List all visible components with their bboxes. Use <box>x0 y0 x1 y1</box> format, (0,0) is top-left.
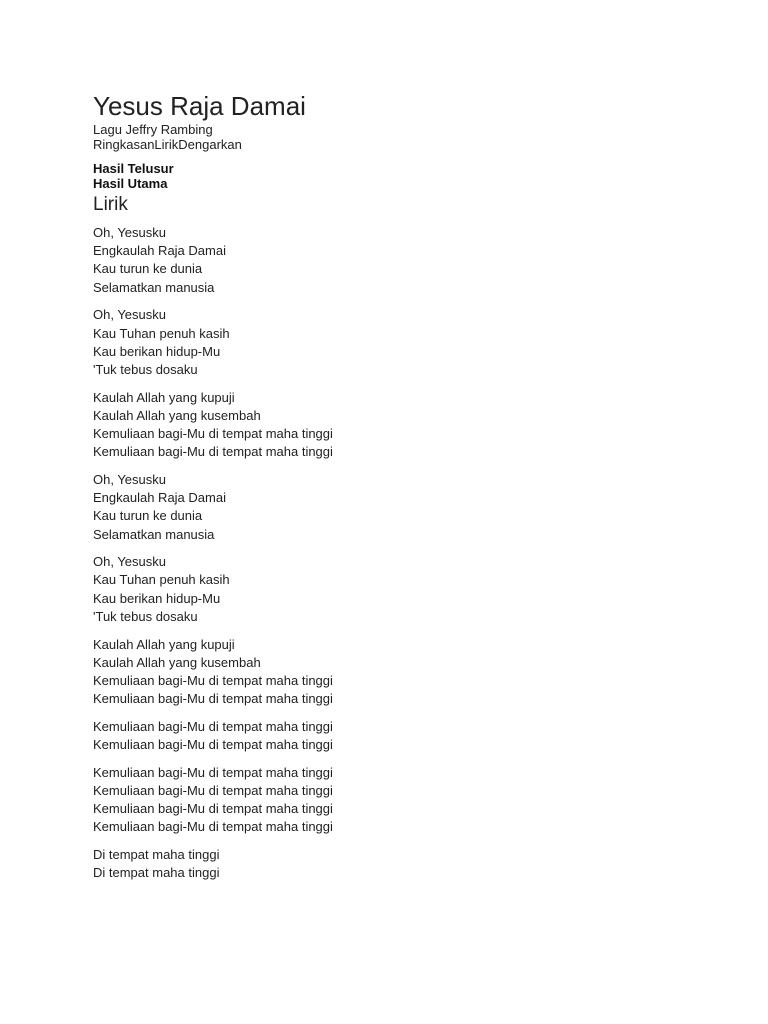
lyric-line: Kaulah Allah yang kusembah <box>93 654 261 670</box>
artist-line: Lagu Jeffry Rambing <box>93 122 213 137</box>
lyric-line: Oh, Yesusku <box>93 554 166 570</box>
lyric-line: Kemuliaan bagi-Mu di tempat maha tinggi <box>93 737 333 753</box>
lyric-line: 'Tuk tebus dosaku <box>93 361 198 377</box>
lyric-stanza <box>93 306 733 379</box>
lyric-line: Kemuliaan bagi-Mu di tempat maha tinggi <box>93 782 333 798</box>
lyric-stanza <box>93 846 733 882</box>
top-result-label: Hasil Utama <box>93 176 168 191</box>
search-results-label: Hasil Telusur <box>93 161 174 176</box>
lyric-stanza <box>93 471 733 544</box>
lyric-stanza <box>93 224 733 297</box>
lyric-line: Engkaulah Raja Damai <box>93 243 226 259</box>
lyric-line: Kemuliaan bagi-Mu di tempat maha tinggi <box>93 672 333 688</box>
lyric-line: Selamatkan manusia <box>93 279 215 295</box>
lyric-line: Oh, Yesusku <box>93 471 166 487</box>
lyric-line: Selamatkan manusia <box>93 526 215 542</box>
lyric-line: Kemuliaan bagi-Mu di tempat maha tinggi <box>93 819 333 835</box>
lyric-line: Kemuliaan bagi-Mu di tempat maha tinggi <box>93 718 333 734</box>
lyric-line: Kau Tuhan penuh kasih <box>93 325 230 341</box>
lyric-line: Kau berikan hidup-Mu <box>93 343 221 359</box>
lyric-stanza <box>93 764 733 837</box>
lyric-stanza <box>93 553 733 626</box>
lyric-line: Kemuliaan bagi-Mu di tempat maha tinggi <box>93 764 333 780</box>
lyric-line: Oh, Yesusku <box>93 307 166 323</box>
nav-line: RingkasanLirikDengarkan <box>93 137 242 152</box>
lyric-line: Kaulah Allah yang kusembah <box>93 407 261 423</box>
lyric-line: Di tempat maha tinggi <box>93 847 220 863</box>
lyric-line: Kaulah Allah yang kupuji <box>93 389 235 405</box>
lyric-line: Kemuliaan bagi-Mu di tempat maha tinggi <box>93 691 333 707</box>
lyric-line: Di tempat maha tinggi <box>93 865 220 881</box>
lyric-line: Kau berikan hidup-Mu <box>93 590 221 606</box>
lyric-line: Engkaulah Raja Damai <box>93 490 226 506</box>
lyric-stanza <box>93 636 733 709</box>
search-result-labels <box>93 161 733 191</box>
lyrics-heading: Lirik <box>93 194 128 215</box>
lyric-stanza <box>93 718 733 754</box>
lyric-line: Kemuliaan bagi-Mu di tempat maha tinggi <box>93 426 333 442</box>
lyric-line: Kemuliaan bagi-Mu di tempat maha tinggi <box>93 801 333 817</box>
lyric-line: 'Tuk tebus dosaku <box>93 608 198 624</box>
page-title: Yesus Raja Damai <box>93 91 306 121</box>
lyrics-body <box>93 224 733 883</box>
lyric-line: Kaulah Allah yang kupuji <box>93 636 235 652</box>
lyric-stanza <box>93 389 733 462</box>
lyric-line: Kau turun ke dunia <box>93 508 203 524</box>
lyric-line: Kau Tuhan penuh kasih <box>93 572 230 588</box>
document-page <box>93 90 733 892</box>
lyric-line: Kau turun ke dunia <box>93 261 203 277</box>
lyric-line: Kemuliaan bagi-Mu di tempat maha tinggi <box>93 444 333 460</box>
lyric-line: Oh, Yesusku <box>93 225 166 240</box>
